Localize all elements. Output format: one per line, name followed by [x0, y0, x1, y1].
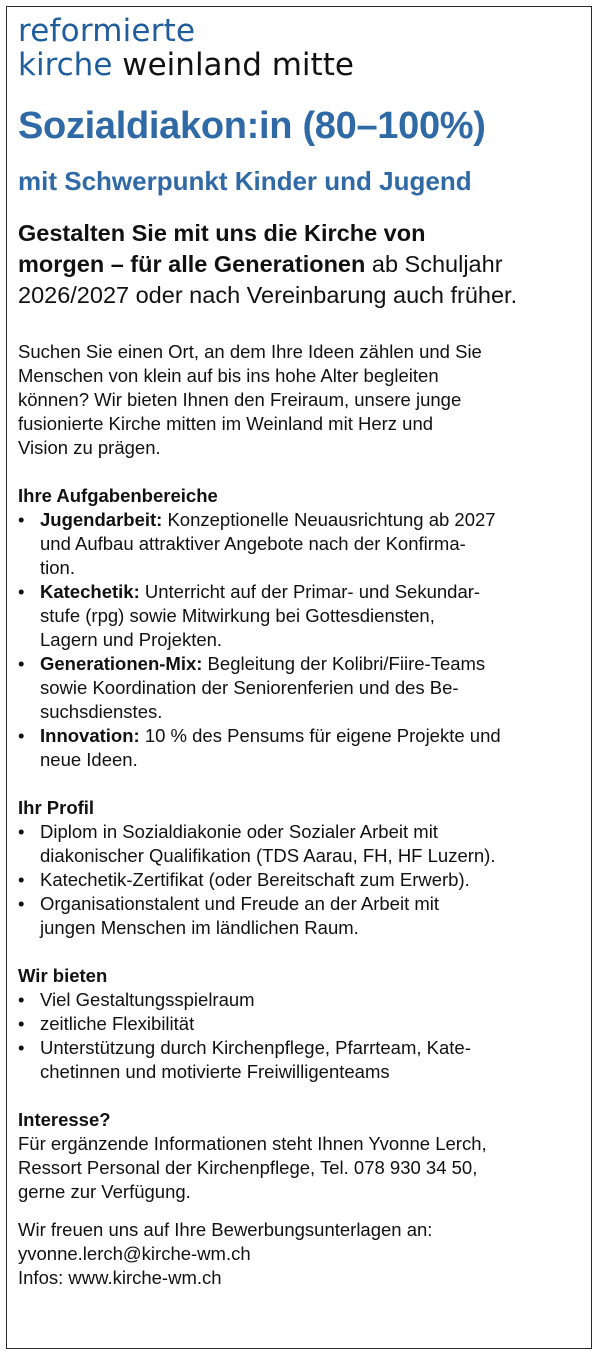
profile-text: • Diplom in Sozialdiakonie oder Sozialer Arbeit mit	[40, 821, 438, 842]
task-text: Konzeptionelle Neuausrichtung ab 2027	[162, 509, 496, 530]
task-text: Unterricht auf der Primar- und Sekundar-	[139, 581, 481, 602]
intro-paragraph	[18, 340, 588, 460]
logo-kirche: kirche	[18, 47, 113, 83]
job-title: Sozialdiakon:in (80–100%)	[18, 105, 486, 147]
profile-text: • Organisationstalent und Freude an der Arbeit mit	[40, 893, 440, 914]
lead-line-3: 2026/2027 oder nach Vereinbarung auch früher.	[18, 282, 518, 308]
interest-heading: Interesse?	[18, 1109, 111, 1130]
intro-line: fusionierte Kirche mitten im Weinland mit Herz und	[18, 413, 434, 434]
list-item	[18, 820, 588, 868]
tasks-heading: Ihre Aufgabenbereiche	[18, 485, 218, 506]
task-text: stufe (rpg) sowie Mitwirkung bei Gottesdiensten,	[40, 605, 435, 626]
offer-text: • Unterstützung durch Kirchenpflege, Pfarrteam, Kate-	[40, 1037, 471, 1058]
list-item	[18, 988, 588, 1012]
task-text: tion.	[40, 557, 75, 578]
logo-weinland-mitte: weinland mitte	[112, 47, 354, 83]
lead-text	[18, 218, 588, 311]
task-text: suchsdienstes.	[40, 701, 163, 722]
task-label: Generationen-Mix:	[40, 653, 203, 674]
logo-line-2	[18, 47, 354, 83]
profile-text: • Katechetik-Zertifikat (oder Bereitschaft zum Erwerb).	[40, 869, 470, 890]
interest-line: gerne zur Verfügung.	[18, 1181, 191, 1202]
interest-paragraph	[18, 1132, 588, 1204]
lead-bold-1: Gestalten Sie mit uns die Kirche von	[18, 220, 426, 246]
task-text: sowie Koordination der Seniorenferien und des Be-	[40, 677, 459, 698]
offer-heading: Wir bieten	[18, 965, 108, 986]
interest-line: Ressort Personal der Kirchenpflege, Tel. 078 930 34 50,	[18, 1157, 478, 1178]
intro-line: Menschen von klein auf bis ins hohe Alter begleiten	[18, 365, 439, 386]
task-label: Katechetik:	[40, 581, 140, 602]
offer-text: • zeitliche Flexibilität	[40, 1013, 195, 1034]
task-text: Begleitung der Kolibri/Fiire-Teams	[202, 653, 486, 674]
contact-email[interactable]: yvonne.lerch@kirche-wm.ch	[18, 1243, 251, 1264]
task-label: Innovation:	[40, 725, 140, 746]
task-text: Lagern und Projekten.	[40, 629, 223, 650]
intro-line: Suchen Sie einen Ort, an dem Ihre Ideen zählen und Sie	[18, 341, 482, 362]
website-info[interactable]: Infos: www.kirche-wm.ch	[18, 1267, 222, 1288]
profile-heading: Ihr Profil	[18, 797, 95, 818]
tasks-list	[18, 508, 588, 772]
offer-text: • Viel Gestaltungsspielraum	[40, 989, 255, 1010]
list-item	[18, 580, 588, 652]
lead-normal-2: ab Schuljahr	[365, 251, 503, 277]
profile-text: jungen Menschen im ländlichen Raum.	[40, 917, 359, 938]
church-logo	[18, 13, 354, 83]
interest-line: Für ergänzende Informationen steht Ihnen Yvonne Lerch,	[18, 1133, 487, 1154]
profile-list	[18, 820, 588, 940]
intro-line: können? Wir bieten Ihnen den Freiraum, unsere junge	[18, 389, 462, 410]
job-subtitle: mit Schwerpunkt Kinder und Jugend	[18, 166, 472, 196]
task-label: Jugendarbeit:	[40, 509, 163, 530]
closing-paragraph	[18, 1218, 588, 1290]
list-item	[18, 1036, 588, 1084]
list-item	[18, 508, 588, 580]
task-text: neue Ideen.	[40, 749, 138, 770]
task-text: 10 % des Pensums für eigene Projekte und	[139, 725, 501, 746]
list-item	[18, 724, 588, 772]
list-item	[18, 868, 588, 892]
logo-line-1: reformierte	[18, 13, 196, 49]
offer-text: chetinnen und motivierte Freiwilligenteams	[40, 1061, 390, 1082]
list-item	[18, 892, 588, 940]
profile-text: diakonischer Qualifikation (TDS Aarau, FH, HF Luzern).	[40, 845, 496, 866]
offer-list	[18, 988, 588, 1084]
intro-line: Vision zu prägen.	[18, 437, 161, 458]
lead-bold-2: morgen – für alle Generationen	[18, 251, 366, 277]
ad-body	[18, 340, 588, 1290]
task-text: und Aufbau attraktiver Angebote nach der Konfirma-	[40, 533, 466, 554]
list-item	[18, 652, 588, 724]
list-item	[18, 1012, 588, 1036]
closing-line: Wir freuen uns auf Ihre Bewerbungsunterlagen an:	[18, 1219, 433, 1240]
